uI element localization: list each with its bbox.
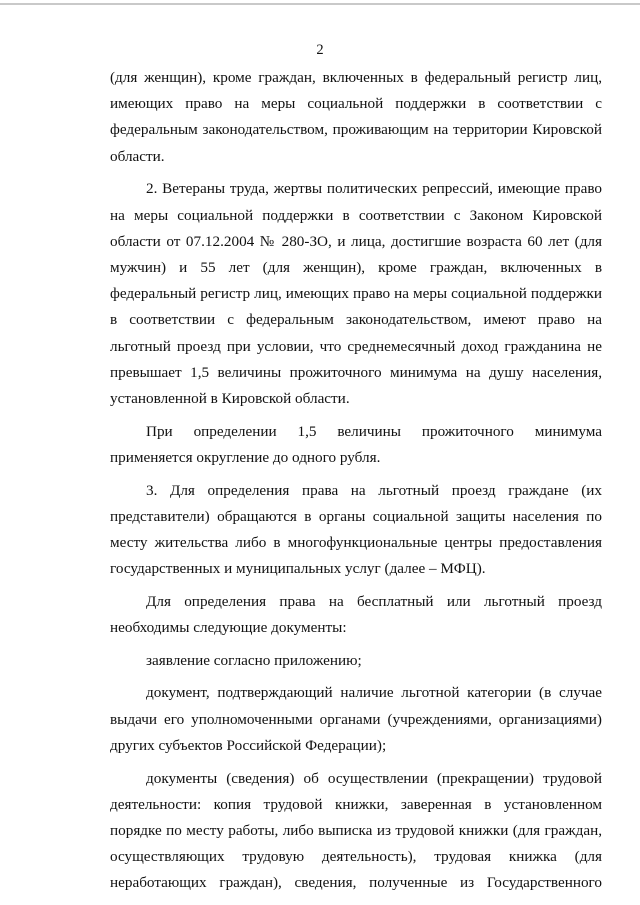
paragraph-employment-documents: документы (сведения) об осуществлении (прекращении) трудовой деятельности: копия трудовой книжки, заверенная в установленном порядке по месту работы, либо выписка из трудовой книжки (для граждан, осуществляющих трудовую деятельность), трудовая книжка (для неработающих граждан), сведения, полученные из Государственного [110,769,602,892]
paragraph-application: заявление согласно приложению; [146,651,362,669]
document-body [110,65,602,903]
top-border-line [0,3,640,5]
paragraph-item-2: 2. Ветераны труда, жертвы политических репрессий, имеющие право на меры социальной поддержки в соответствии с Законом Кировской области от 07.12.2004 № 280-ЗО, и лица, достигшие возраста 60 лет (для мужчин) и 55 лет (для женщин), кроме граждан, включенных в федеральный регистр лиц, имеющих право на меры социальной поддержки в соответствии с федеральным законодательством, имеют право на льготный проезд при условии, что среднемесячный доход гражданина не превышает 1,5 величины прожиточного минимума на душу населения, установленной в Кировской области. [110,180,602,407]
page-number: 2 [316,42,324,58]
paragraph-category-document: документ, подтверждающий наличие льготной категории (в случае выдачи его уполномоченными органами (учреждениями, организациями) других субъектов Российской Федерации); [110,684,602,754]
paragraph-continuation: (для женщин), кроме граждан, включенных в федеральный регистр лиц, имеющих право на меры социальной поддержки в соответствии с федеральным законодательством, проживающим на территории Кировской области. [110,69,602,165]
paragraph-rounding: При определении 1,5 величины прожиточного минимума применяется округление до одного рубля. [110,422,602,466]
paragraph-documents-intro: Для определения права на бесплатный или льготный проезд необходимы следующие документы: [110,592,602,637]
paragraph-item-3: 3. Для определения права на льготный проезд граждане (их представители) обращаются в органы социальной защиты населения по месту жительства либо в многофункциональные центры предоставления государственных и муниципальных услуг (далее – МФЦ). [110,481,602,578]
